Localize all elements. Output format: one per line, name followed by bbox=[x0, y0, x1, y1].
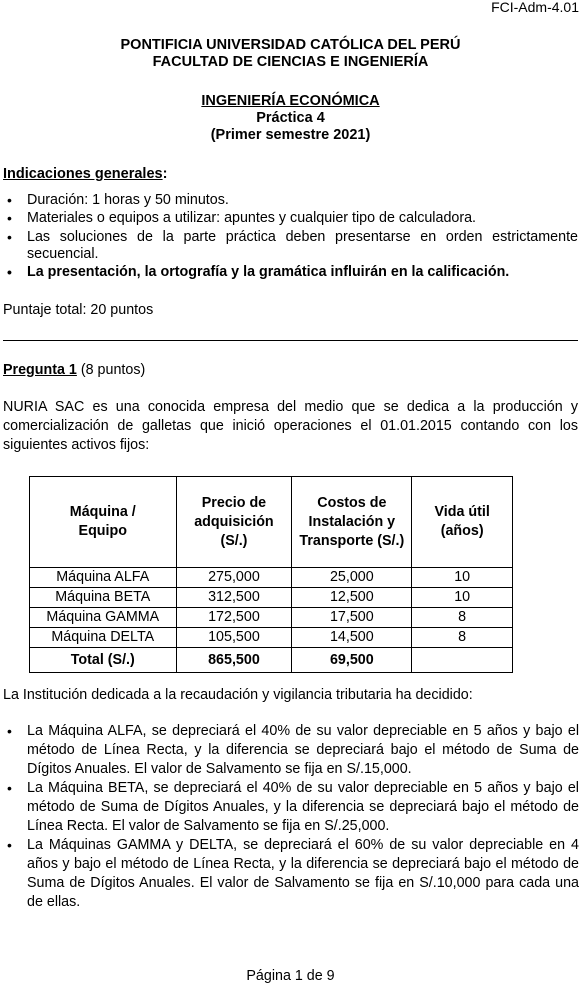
indication-item: • Las soluciones de la parte práctica deben presentarse en orden estrictamente secuencial. bbox=[3, 229, 578, 264]
header-life bbox=[412, 477, 513, 568]
indications-list bbox=[3, 192, 578, 282]
total-label: Total (S/.) bbox=[30, 648, 177, 673]
indication-item: • Duración: 1 horas y 50 minutos. bbox=[3, 192, 578, 209]
cell-life: 10 bbox=[412, 588, 513, 608]
table-row bbox=[30, 568, 513, 588]
rule-item: • La Máquina ALFA, se depreciará el 40% de su valor depreciable en 5 años y bajo el método de Línea Recta, y la diferencia se depreciará bajo el método de Suma de Dígitos Anuales. El valor de Salvamento se fija en S/.15,000. bbox=[3, 722, 579, 779]
indication-item: • Materiales o equipos a utilizar: apuntes y cualquier tipo de calculadora. bbox=[3, 210, 578, 227]
rule-item: • La Máquinas GAMMA y DELTA, se depreciará el 60% de su valor depreciable en 4 años y bajo el método de Línea Recta, y la diferencia se depreciará bajo el método de Suma de Dígitos Anuales. El valor de Salvamento se fija en S/.10,000 para cada una de ellas. bbox=[3, 836, 579, 912]
table-row bbox=[30, 628, 513, 648]
indication-item: • La presentación, la ortografía y la gramática influirán en la calificación. bbox=[3, 264, 578, 281]
course-name: INGENIERÍA ECONÓMICA bbox=[201, 93, 380, 109]
rule-item: • La Máquina BETA, se depreciará el 40% de su valor depreciable en 5 años y bajo el método de Suma de Dígitos Anuales, y la diferencia se depreciará bajo el método de Línea Recta. El valor de Salvamento se fija en S/.25,000. bbox=[3, 779, 579, 836]
fixed-assets-table bbox=[29, 476, 513, 673]
divider bbox=[3, 340, 578, 341]
cell-machine: Máquina DELTA bbox=[30, 628, 177, 648]
cell-costs: 17,500 bbox=[292, 608, 412, 628]
cell-life: 8 bbox=[412, 608, 513, 628]
university-name: PONTIFICIA UNIVERSIDAD CATÓLICA DEL PERÚ bbox=[120, 37, 461, 53]
cell-machine: Máquina BETA bbox=[30, 588, 177, 608]
question-title: Pregunta 1 bbox=[3, 362, 77, 378]
question-heading bbox=[3, 362, 145, 378]
cell-costs: 12,500 bbox=[292, 588, 412, 608]
document-code: FCI-Adm-4.01 bbox=[491, 0, 579, 15]
cell-price: 172,500 bbox=[176, 608, 292, 628]
depreciation-rules-list bbox=[3, 722, 579, 912]
question-points: (8 puntos) bbox=[76, 362, 146, 378]
table-row bbox=[30, 608, 513, 628]
total-price: 865,500 bbox=[176, 648, 292, 673]
cell-machine: Máquina GAMMA bbox=[30, 608, 177, 628]
header-life-label: Vida útil (años) bbox=[434, 504, 490, 539]
table-header-row bbox=[30, 477, 513, 568]
cell-life: 8 bbox=[412, 628, 513, 648]
header-costs bbox=[292, 477, 412, 568]
cell-price: 105,500 bbox=[176, 628, 292, 648]
cell-life: 10 bbox=[412, 568, 513, 588]
header-price bbox=[176, 477, 292, 568]
question-intro: NURIA SAC es una conocida empresa del medio que se dedica a la producción y comercialización de galletas que inició operaciones el 01.01.2015 contando con los siguientes activos fijos: bbox=[3, 399, 578, 453]
practice-number: Práctica 4 bbox=[256, 110, 325, 126]
decision-text: La Institución dedicada a la recaudación y vigilancia tributaria ha decidido: bbox=[3, 687, 473, 703]
total-costs: 69,500 bbox=[292, 648, 412, 673]
cell-price: 312,500 bbox=[176, 588, 292, 608]
header-costs-label: Costos de Instalación y Transporte (S/.) bbox=[299, 494, 405, 549]
faculty-name: FACULTAD DE CIENCIAS E INGENIERÍA bbox=[152, 54, 429, 70]
header-institution bbox=[0, 37, 581, 71]
table-row bbox=[30, 588, 513, 608]
cell-machine: Máquina ALFA bbox=[30, 568, 177, 588]
total-score: Puntaje total: 20 puntos bbox=[3, 302, 154, 318]
header-course bbox=[0, 93, 581, 144]
header-machine-label: Máquina / Equipo bbox=[69, 504, 136, 539]
indications-title-colon: : bbox=[162, 166, 168, 182]
indications-title-text: Indicaciones generales bbox=[3, 166, 163, 182]
page-number: Página 1 de 9 bbox=[246, 968, 335, 984]
cell-costs: 25,000 bbox=[292, 568, 412, 588]
header-price-label: Precio de adquisición (S/.) bbox=[194, 494, 274, 549]
semester: (Primer semestre 2021) bbox=[210, 127, 371, 143]
header-machine bbox=[30, 477, 177, 568]
cell-costs: 14,500 bbox=[292, 628, 412, 648]
table-total-row bbox=[30, 648, 513, 673]
indications-title bbox=[3, 166, 167, 182]
total-life bbox=[412, 648, 513, 673]
cell-price: 275,000 bbox=[176, 568, 292, 588]
